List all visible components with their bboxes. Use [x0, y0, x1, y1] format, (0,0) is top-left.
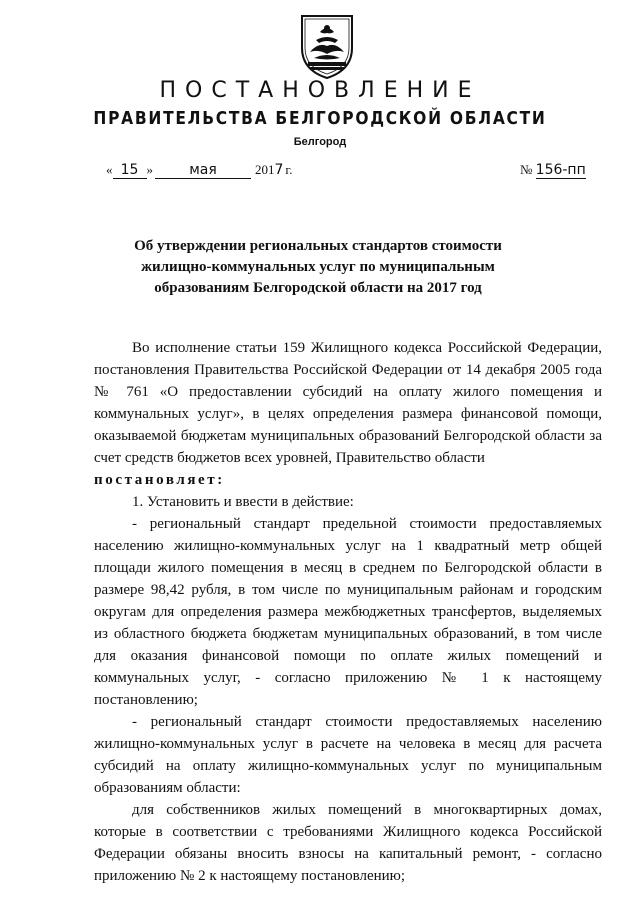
document-type-title: ПОСТАНОВЛЕНИЕ [159, 78, 481, 103]
document-date [106, 162, 293, 179]
date-open-quote: « [106, 162, 113, 177]
item-1a: - региональный стандарт предельной стоимости предоставляемых населению жилищно-коммунальных услуг на 1 квадратный метр общей площади жилого помещения в месяц в среднем по Белгородской области в размере 98,42 рубля, в том числе по муниципальным районам и городским округам для определения размера межбюджетных трансфертов, выделяемых из областного бюджета бюджетам муниципальных образований, в том числе для оказания финансовой помощи по оплате жилых помещений и коммунальных услуг, - согласно приложению № 1 к настоящему постановлению; [94, 516, 602, 708]
document-heading: Об утверждении региональных стандартов стоимости жилищно-коммунальных услуг по муниципальным образованиям Белгородской области на 2017 год [134, 238, 502, 296]
decree-word: постановляет: [94, 472, 225, 488]
item-1b-owners: для собственников жилых помещений в многоквартирных домах, которые в соответствии с требованиями Жилищного кодекса Российской Федерации обязаны вносить взносы на капитальный ремонт, - согласно приложению № 2 к настоящему постановлению; [94, 802, 602, 884]
belgorod-coat-of-arms-icon [296, 12, 358, 80]
date-close-quote: » [146, 162, 153, 177]
number-label: № [520, 162, 533, 177]
item-1: 1. Установить и ввести в действие: [132, 494, 354, 510]
date-year-digit: 7 [274, 162, 284, 178]
date-month: мая [155, 162, 251, 179]
issuing-authority: ПРАВИТЕЛЬСТВА БЕЛГОРОДСКОЙ ОБЛАСТИ [93, 108, 547, 129]
number-value: 156-пп [535, 162, 586, 178]
date-year-prefix: 201 [255, 162, 275, 177]
preamble-paragraph: Во исполнение статьи 159 Жилищного кодекса Российской Федерации, постановления Правительства Российской Федерации от 14 декабря 2005 года № 761 «О предоставлении субсидий на оплату жилого помещения и коммунальных услуг», в целях определения размера финансовой помощи, оказываемой бюджетам муниципальных образований Белгородской области за счет средств бюджетов всех уровней, Правительство области [94, 340, 602, 466]
document-number [520, 162, 586, 179]
date-year-suffix: г. [285, 162, 293, 177]
item-1b: - региональный стандарт стоимости предоставляемых населению жилищно-коммунальных услуг в расчете на человека в месяц для расчета субсидий на оплату жилищно-коммунальных услуг по муниципальным образованиям области: [94, 714, 602, 796]
date-day: 15 [113, 162, 147, 179]
city-name: Белгород [293, 136, 347, 148]
document-body [94, 337, 602, 887]
coat-of-arms-emblem [296, 12, 358, 80]
